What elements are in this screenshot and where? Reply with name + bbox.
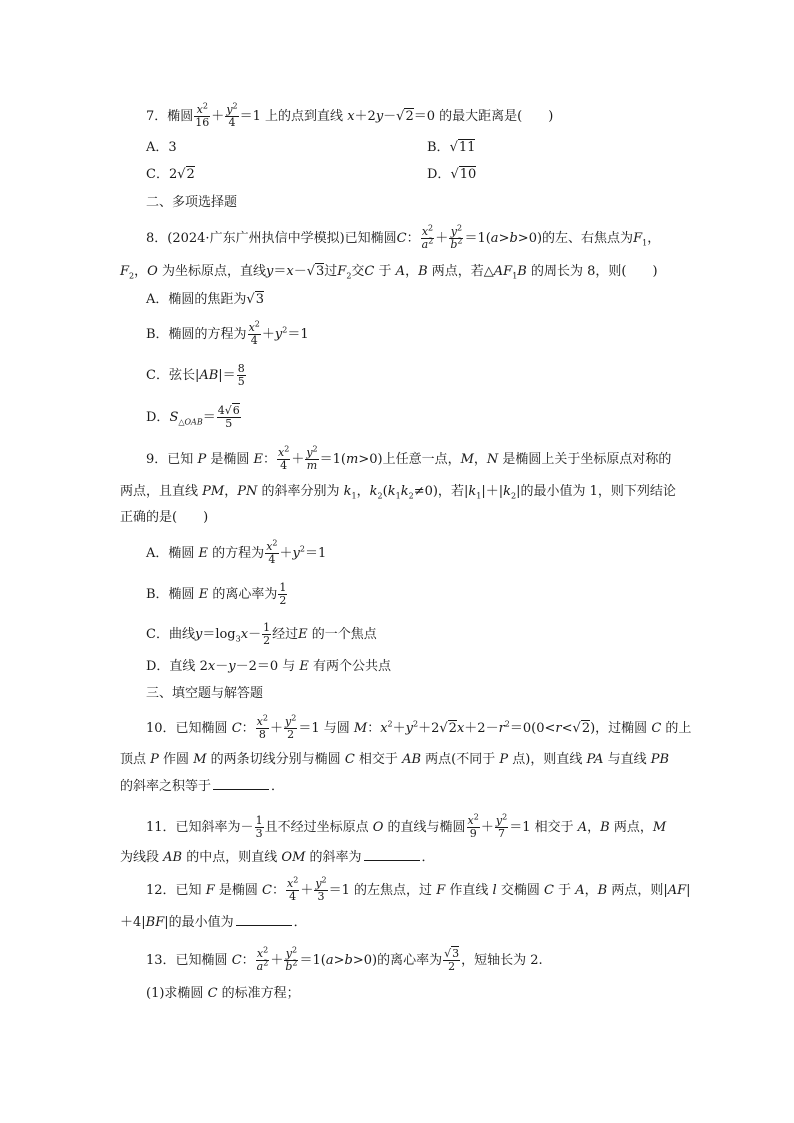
q9-option-a: A．椭圆 E 的方程为 $\frac{x^2}{4}$ $+y^2=1$ <box>146 538 327 566</box>
q10-answer-blank[interactable] <box>213 777 269 790</box>
q11-answer-blank[interactable] <box>364 848 420 861</box>
q10-stem: 10．已知椭圆 C： $\frac{x^2}{8}$ ＋ $\frac{y^2}{2}$ ＝1 与圆 M：$x^2+y^2+2√2x+2-r^2=0(0<r<√2)$，过椭圆 C 的上 <box>146 713 692 741</box>
q10-stem-line3: 的斜率之积等于 ． <box>120 779 285 794</box>
q7-number: 7． <box>146 109 168 124</box>
q11-stem: 11．已知斜率为－ $\frac{1}{3}$ 且不经过坐标原点 O 的直线与椭圆 $\frac{x^2}{9}$ ＋ $\frac{y^2}{7}$ ＝1 相交于 A，B 两点，M <box>146 812 667 840</box>
q12-answer-blank[interactable] <box>236 913 292 926</box>
q7-option-d: D．√10 <box>427 167 477 182</box>
section-heading-multiple-choice: 二、多项选择题 <box>146 195 238 210</box>
q9-stem-line2: 两点，且直线 PM，PN 的斜率分别为 $k_1$，$k_2(k_1k_2\ne 0)$，若$|k_1|+|k_2|$的最小值为 1，则下列结论 <box>120 484 676 501</box>
q10-stem-line2: 顶点 P 作圆 M 的两条切线分别与椭圆 C 相交于 AB 两点(不同于 P 点)，则直线 PA 与直线 PB <box>120 752 670 767</box>
q7-option-b: B．√11 <box>427 140 476 155</box>
q8-option-d: D．$S_{\triangle OAB}=$ $\frac{4√6}{5}$ <box>146 404 240 430</box>
q7-option-c: C．2√2 <box>146 167 195 182</box>
q8-stem: 8．(2024·广东广州执信中学模拟)已知椭圆C： $\frac{x^2}{a^2}$ ＋ $\frac{y^2}{b^2}$ ＝1(a>b>0)的左、右焦点为$F_1$， <box>146 223 661 251</box>
q8-stem-line2: $F_2$，O 为坐标原点，直线y＝x－√3过$F_2$交C 于 A，B 两点，若$\triangle AF_1B$ 的周长为 8，则( ) <box>120 264 658 281</box>
q12-stem-line2: ＋4|BF|的最小值为 ． <box>120 915 307 930</box>
q13-stem: 13．已知椭圆 C： $\frac{x^2}{a^2}$ ＋ $\frac{y^2}{b^2}$ ＝1(a>b>0)的离心率为 $\frac{√3}{2}$ ，短轴长为 2. <box>146 945 543 973</box>
q8-option-c: C．弦长|AB|＝ $\frac{8}{5}$ <box>146 362 245 388</box>
q9-option-c: C．曲线$y=\log_3x-$ $\frac{1}{2}$ 经过E 的一个焦点 <box>146 621 377 647</box>
section-heading-fill-in: 三、填空题与解答题 <box>146 686 264 701</box>
q13-subquestion-1: (1)求椭圆 C 的标准方程； <box>146 986 300 1001</box>
q8-option-b: B．椭圆的方程为 $\frac{x^2}{4}$ $+y^2=1$ <box>146 319 309 347</box>
q7-option-a: A．3 <box>146 140 177 155</box>
q9-option-d: D．直线 2x－y－2＝0 与 E 有两个公共点 <box>146 659 392 674</box>
q9-stem: 9．已知 P 是椭圆 E： $\frac{x^2}{4}$ ＋ $\frac{y^2}{m}$ ＝1(m>0)上任意一点，M，N 是椭圆上关于坐标原点对称的 <box>146 444 672 472</box>
q11-stem-line2: 为线段 AB 的中点，则直线 OM 的斜率为 ． <box>120 850 435 865</box>
q7-stem: 7．椭圆 $\frac{x^2}{16}$ ＋ $\frac{y^2}{4}$ ＝1 上的点到直线 x＋2y－√2＝0 的最大距离是( ) <box>146 101 554 129</box>
q8-option-a: A．椭圆的焦距为√3 <box>146 292 264 307</box>
q12-stem: 12．已知 F 是椭圆 C： $\frac{x^2}{4}$ ＋ $\frac{y^2}{3}$ ＝1 的左焦点，过 F 作直线 l 交椭圆 C 于 A，B 两点，则|AF| <box>146 875 691 903</box>
q9-option-b: B．椭圆 E 的离心率为 $\frac{1}{2}$ <box>146 581 287 607</box>
q9-stem-line3: 正确的是( ) <box>120 510 209 525</box>
